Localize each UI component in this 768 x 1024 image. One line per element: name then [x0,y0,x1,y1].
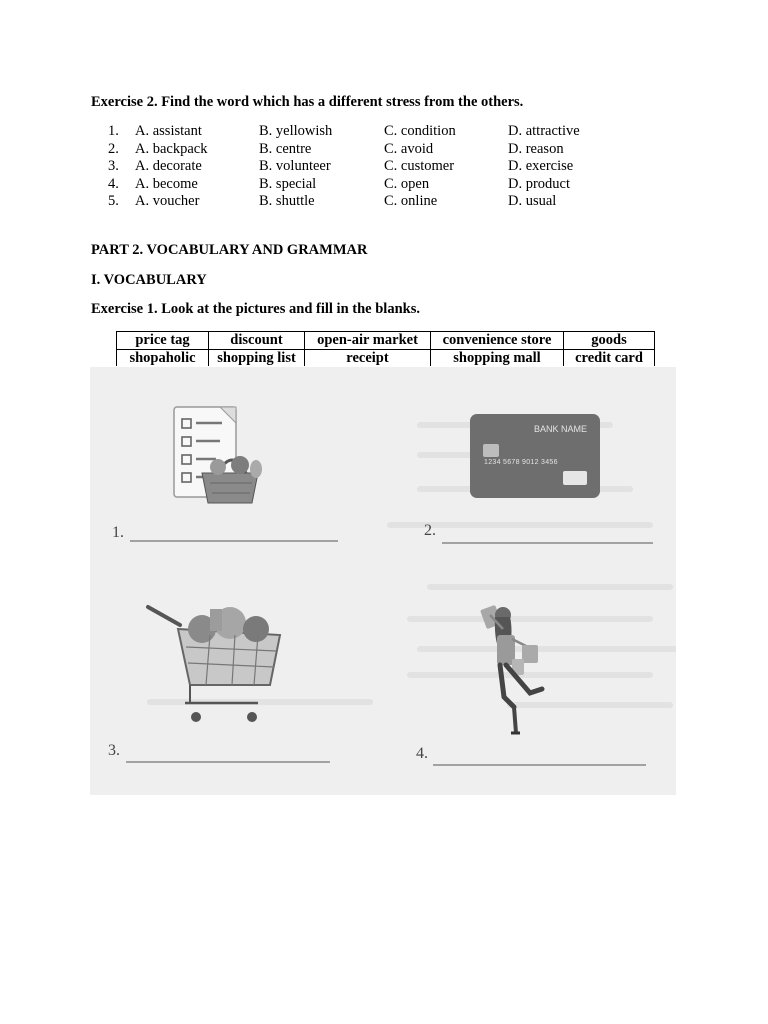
question-row [108,176,628,194]
word-bank-cell: convenience store [431,332,564,350]
word-bank-cell: open-air market [305,332,431,350]
vocabulary-title: I. VOCABULARY [91,272,207,288]
shopaholic-icon [480,605,542,733]
part-2-title: PART 2. VOCABULARY AND GRAMMAR [91,242,368,258]
option-b: B. centre [259,140,312,157]
question-number: 3. [108,158,119,175]
exercise-1-title: Exercise 1. Look at the pictures and fill in the blanks. [91,301,420,317]
word-bank-row [117,349,655,366]
exercise-2-title: Exercise 2. Find the word which has a different stress from the others. [91,94,524,110]
card-number: 1234 5678 9012 3456 [484,459,558,466]
word-bank-row [117,332,655,350]
option-d: D. product [508,175,571,192]
option-d: D. usual [508,193,557,210]
word-bank-cell: price tag [117,332,209,350]
option-a: A. decorate [135,158,202,175]
option-d: D. exercise [508,158,574,175]
option-c: C. open [384,175,430,192]
blank-label-1: 1. [112,524,124,541]
word-bank-cell: goods [564,332,655,350]
option-a: A. become [135,175,198,192]
word-bank-cell: shopping mall [431,349,564,366]
option-a: A. backpack [135,140,208,157]
option-d: D. attractive [508,123,580,139]
question-row [108,193,628,211]
blank-label-3: 3. [108,742,120,759]
option-c: C. customer [384,158,455,175]
word-bank-cell: receipt [305,349,431,366]
card-bank-name: BANK NAME [534,424,588,434]
option-a: A. voucher [135,193,200,210]
question-row [108,158,628,176]
word-bank-cell: shopping list [209,349,305,366]
question-number: 5. [108,193,119,210]
option-b: B. shuttle [259,193,315,210]
option-b: B. volunteer [259,158,331,175]
question-row [108,141,628,159]
option-b: B. yellowish [259,123,333,139]
option-c: C. online [384,193,438,210]
shopping-list-icon [174,407,262,503]
question-number: 2. [108,140,119,157]
option-c: C. condition [384,123,456,139]
word-bank-table [116,331,655,366]
word-bank-cell: discount [209,332,305,350]
question-number: 1. [108,123,119,139]
option-d: D. reason [508,140,564,157]
question-row [108,123,628,141]
option-b: B. special [259,175,317,192]
blank-label-4: 4. [416,745,428,762]
word-bank-cell: credit card [564,349,655,366]
exercise-pictures [90,367,676,795]
blank-label-2: 2. [424,522,436,539]
word-bank-cell: shopaholic [117,349,209,366]
question-list [108,123,628,211]
option-c: C. avoid [384,140,434,157]
question-number: 4. [108,175,119,192]
option-a: A. assistant [135,123,202,139]
